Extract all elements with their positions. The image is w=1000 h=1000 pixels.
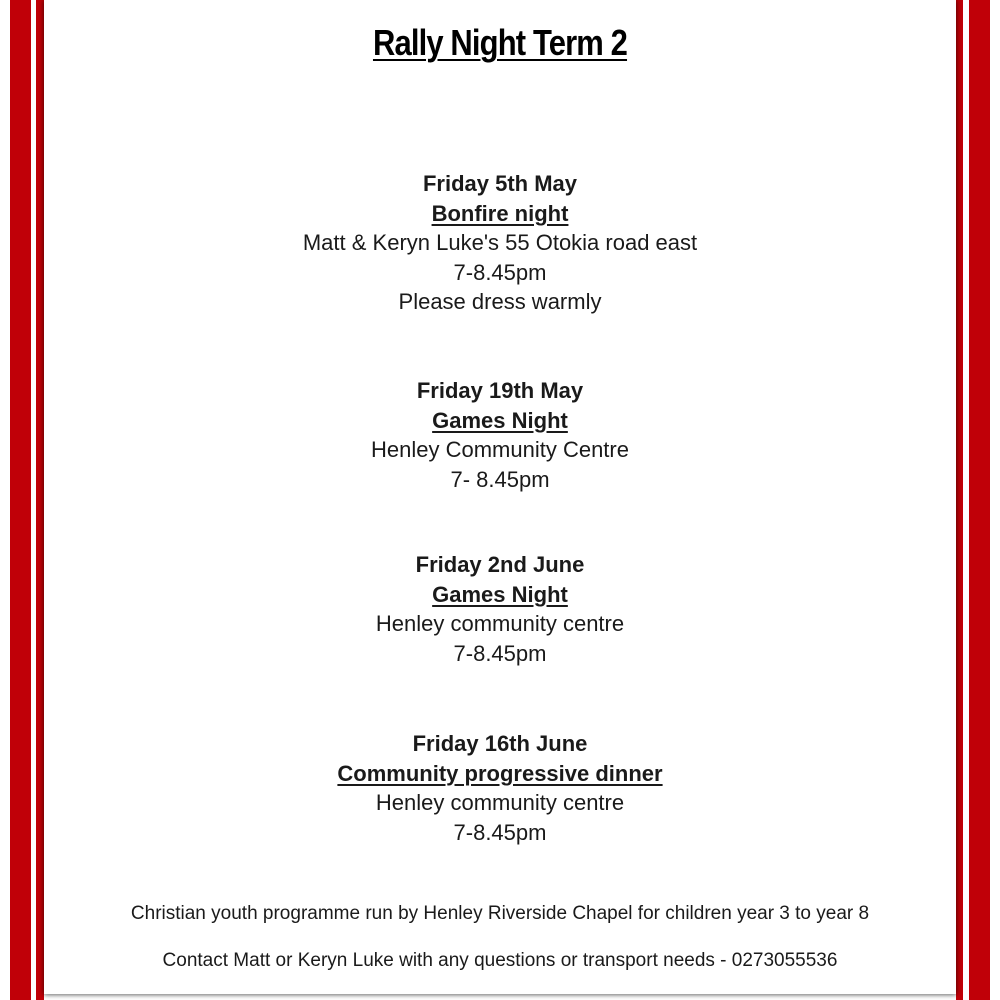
title-text: Rally Night Term 2 bbox=[372, 22, 628, 63]
event-note: Please dress warmly bbox=[398, 289, 602, 314]
left-inner-red-border bbox=[36, 0, 44, 1000]
page-title bbox=[108, 22, 892, 64]
event-1 bbox=[44, 169, 956, 317]
event-4 bbox=[44, 729, 956, 847]
event-location: Henley Community Centre bbox=[371, 437, 629, 462]
contact-info: Contact Matt or Keryn Luke with any questions or transport needs - 0273055536 bbox=[162, 950, 838, 971]
event-2 bbox=[44, 376, 956, 494]
event-date: Friday 19th May bbox=[416, 378, 584, 403]
left-outer-red-border bbox=[10, 0, 31, 1000]
event-time: 7-8.45pm bbox=[453, 819, 547, 845]
event-time: 7- 8.45pm bbox=[450, 466, 550, 492]
event-name: Games Night bbox=[432, 581, 568, 607]
event-date: Friday 2nd June bbox=[415, 552, 585, 577]
event-date: Friday 5th May bbox=[422, 171, 578, 196]
right-inner-red-border bbox=[956, 0, 963, 1000]
flyer-page bbox=[44, 0, 956, 994]
event-location: Henley community centre bbox=[375, 611, 625, 636]
event-3 bbox=[44, 550, 956, 668]
programme-description: Christian youth programme run by Henley Riverside Chapel for children year 3 to year 8 bbox=[130, 903, 870, 924]
event-name: Community progressive dinner bbox=[337, 760, 663, 786]
event-location: Henley community centre bbox=[375, 790, 625, 815]
right-outer-red-border bbox=[969, 0, 990, 1000]
event-name: Bonfire night bbox=[431, 200, 569, 226]
event-name: Games Night bbox=[432, 407, 568, 433]
event-location: Matt & Keryn Luke's 55 Otokia road east bbox=[302, 230, 698, 255]
event-time: 7-8.45pm bbox=[453, 640, 547, 666]
event-time: 7-8.45pm bbox=[453, 259, 547, 285]
event-date: Friday 16th June bbox=[412, 731, 588, 756]
